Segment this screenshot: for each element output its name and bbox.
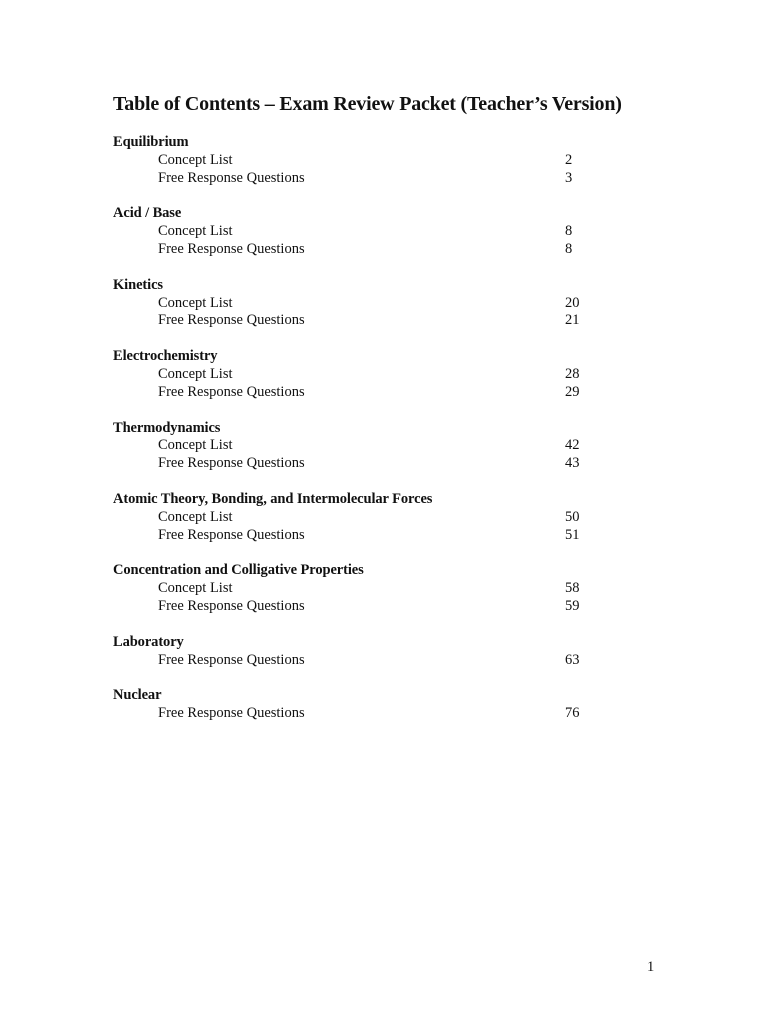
toc-entry	[113, 705, 593, 723]
section-heading: Acid / Base	[113, 205, 182, 222]
toc-entry	[113, 598, 593, 616]
entry-label: Concept List	[158, 294, 233, 311]
section-heading: Concentration and Colligative Properties	[113, 562, 364, 579]
entry-label: Free Response Questions	[158, 455, 305, 472]
entry-label: Concept List	[158, 508, 233, 525]
entry-page-number: 76	[565, 705, 580, 722]
entry-page-number: 63	[565, 651, 580, 668]
toc-section-electrochemistry	[113, 348, 593, 401]
toc-section-nuclear	[113, 687, 593, 723]
entry-page-number: 2	[565, 151, 573, 168]
entry-page-number: 58	[565, 580, 580, 597]
entry-page-number: 3	[565, 169, 573, 186]
toc-entry	[113, 152, 593, 170]
entry-label: Free Response Questions	[158, 597, 305, 614]
entry-page-number: 59	[565, 597, 580, 614]
toc-entry	[113, 241, 593, 259]
entry-page-number: 28	[565, 365, 580, 382]
toc-entry	[113, 312, 593, 330]
entry-page-number: 8	[565, 240, 573, 257]
toc-section-equilibrium	[113, 134, 593, 187]
entry-label: Free Response Questions	[158, 526, 305, 543]
entry-page-number: 50	[565, 508, 580, 525]
toc-entry	[113, 455, 593, 473]
entry-label: Free Response Questions	[158, 240, 305, 257]
section-heading: Laboratory	[113, 633, 184, 650]
entry-page-number: 21	[565, 312, 580, 329]
entry-label: Concept List	[158, 437, 233, 454]
entry-page-number: 42	[565, 437, 580, 454]
toc-section-acid-base	[113, 205, 593, 258]
toc-entry	[113, 509, 593, 527]
toc-section-kinetics	[113, 277, 593, 330]
toc-section-laboratory	[113, 634, 593, 670]
page-title: Table of Contents – Exam Review Packet (Teacher’s Version)	[113, 93, 622, 115]
toc-section-atomic-theory	[113, 491, 593, 544]
toc-entry	[113, 223, 593, 241]
toc-section-concentration	[113, 562, 593, 615]
section-heading: Thermodynamics	[113, 419, 221, 436]
entry-label: Free Response Questions	[158, 383, 305, 400]
entry-label: Free Response Questions	[158, 705, 305, 722]
toc-entry	[113, 437, 593, 455]
entry-label: Free Response Questions	[158, 651, 305, 668]
entry-label: Concept List	[158, 365, 233, 382]
toc-entry	[113, 295, 593, 313]
entry-label: Concept List	[158, 223, 233, 240]
toc-entry	[113, 366, 593, 384]
section-heading: Kinetics	[113, 276, 163, 293]
entry-label: Concept List	[158, 580, 233, 597]
section-heading: Equilibrium	[113, 134, 189, 150]
section-heading: Nuclear	[113, 687, 162, 704]
table-of-contents	[113, 134, 593, 741]
entry-page-number: 20	[565, 294, 580, 311]
entry-page-number: 43	[565, 455, 580, 472]
toc-entry	[113, 652, 593, 670]
toc-section-thermodynamics	[113, 420, 593, 473]
entry-label: Free Response Questions	[158, 169, 305, 186]
entry-label: Concept List	[158, 151, 233, 168]
entry-page-number: 51	[565, 526, 580, 543]
entry-page-number: 29	[565, 383, 580, 400]
section-heading: Atomic Theory, Bonding, and Intermolecular Forces	[113, 490, 433, 507]
toc-entry	[113, 170, 593, 188]
entry-page-number: 8	[565, 223, 573, 240]
toc-entry	[113, 580, 593, 598]
toc-entry	[113, 384, 593, 402]
entry-label: Free Response Questions	[158, 312, 305, 329]
toc-entry	[113, 527, 593, 545]
section-heading: Electrochemistry	[113, 348, 218, 365]
footer-page-number: 1	[647, 959, 655, 975]
